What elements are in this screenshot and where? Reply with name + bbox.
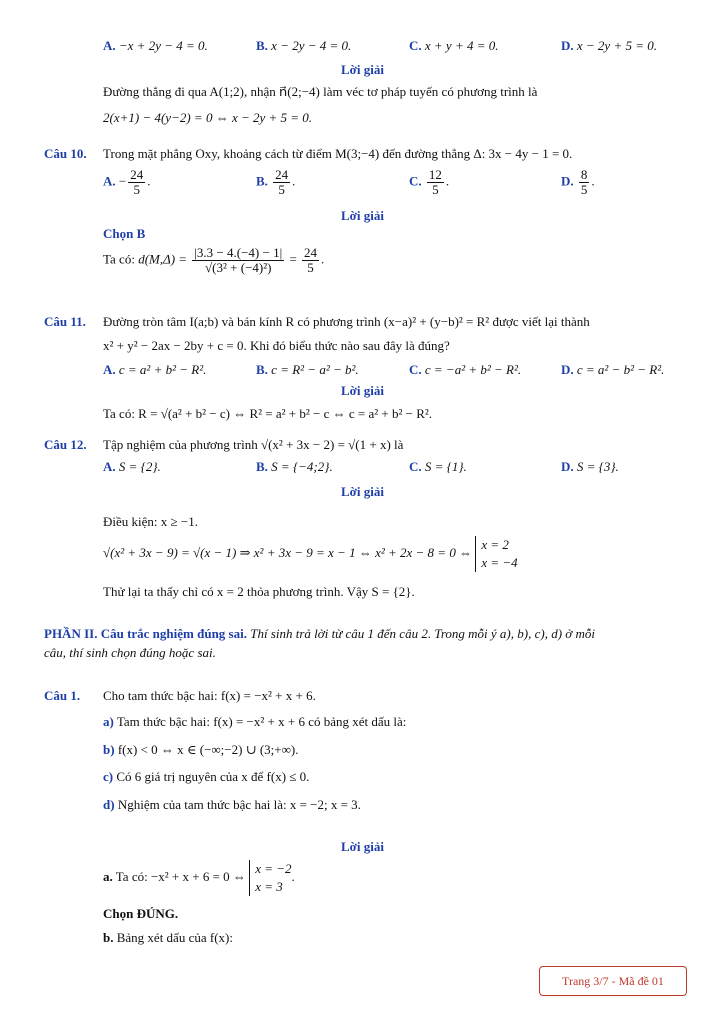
fraction-denominator: 5	[307, 260, 314, 275]
solution-heading: Lời giải	[341, 484, 384, 499]
statement-letter: d)	[103, 797, 115, 812]
option-letter: B.	[256, 362, 268, 377]
q11-option-a	[103, 362, 206, 378]
part2-title: PHẦN II. Câu trắc nghiệm đúng sai.	[44, 626, 247, 641]
root-1: x = 2	[481, 537, 509, 552]
statement-letter: a)	[103, 714, 114, 729]
option-fraction	[579, 168, 590, 197]
option-text: S = {−4;2}.	[271, 459, 333, 474]
question-stem: Tập nghiệm của phương trình √(x² + 3x − 2) = √(1 + x) là	[103, 437, 404, 452]
q9-option-b	[256, 38, 351, 54]
option-fraction	[427, 168, 444, 197]
fraction-numerator: 8	[580, 167, 588, 182]
part2-description-line-2: câu, thí sinh chọn đúng hoặc sai.	[44, 645, 216, 660]
solution-text: Bảng xét dấu của f(x):	[116, 930, 233, 945]
solution-heading: Lời giải	[341, 208, 384, 223]
taco-label: Ta có:	[103, 251, 135, 267]
q10-option-b	[256, 168, 295, 197]
option-letter: B.	[256, 38, 268, 53]
option-fraction	[128, 168, 145, 197]
q9-option-d	[561, 38, 657, 54]
q11-option-b	[256, 362, 359, 378]
option-text: c = a² + b² − R².	[118, 362, 207, 377]
question-label: Câu 12.	[44, 437, 87, 452]
question-stem-line-2: x² + y² − 2ax − 2by + c = 0. Khi đó biểu thức nào sau đây là đúng?	[103, 338, 450, 353]
statement-b	[103, 742, 298, 758]
option-sign: −	[118, 173, 127, 189]
option-text: c = −a² + b² − R².	[424, 362, 522, 377]
option-text: c = a² − b² − R².	[576, 362, 665, 377]
option-text: c = R² − a² − b².	[271, 362, 359, 377]
fraction-numerator: 24	[304, 245, 318, 260]
solution-heading: Lời giải	[341, 383, 384, 398]
fraction-numerator: 24	[130, 167, 144, 182]
question-label: Câu 1.	[44, 688, 81, 703]
option-letter: A.	[103, 459, 116, 474]
option-text: S = {2}.	[118, 459, 161, 474]
q9-solution-line-2: 2(x+1) − 4(y−2) = 0 ⇔ x − 2y + 5 = 0.	[103, 110, 313, 125]
q12-condition: Điều kiện: x ≥ −1.	[103, 514, 198, 529]
statement-text: Nghiệm của tam thức bậc hai là: x = −2; x = 3.	[117, 797, 361, 812]
q11-option-c	[409, 362, 521, 378]
fraction-denominator: 5	[580, 182, 588, 197]
q11-option-d	[561, 362, 664, 378]
q9-option-c	[409, 38, 499, 54]
option-letter: A.	[103, 362, 116, 377]
option-letter: B.	[256, 459, 268, 474]
option-letter: D.	[561, 38, 574, 53]
option-fraction	[273, 168, 290, 197]
question-stem: Trong mặt phẳng Oxy, khoảng cách từ điểm M(3;−4) đến đường thẳng Δ: 3x − 4y − 1 = 0.	[103, 146, 573, 161]
option-letter: D.	[561, 459, 574, 474]
q10-solution-formula	[103, 246, 324, 275]
root-2: x = 3	[255, 879, 283, 894]
solution-a	[103, 860, 295, 896]
option-text: x − 2y − 4 = 0.	[271, 38, 352, 53]
option-letter: A.	[103, 38, 116, 53]
option-letter: C.	[409, 38, 422, 53]
option-letter: B.	[256, 173, 268, 189]
page-footer: Trang 3/7 - Mã đề 01	[539, 966, 687, 996]
fraction-denominator: 5	[432, 182, 439, 197]
q12-option-b	[256, 459, 333, 475]
equals-sign: =	[289, 251, 297, 267]
root-2: x = −4	[481, 555, 518, 570]
statement-text: Có 6 giá trị nguyên của x để f(x) ≤ 0.	[116, 769, 310, 784]
option-end: .	[445, 173, 450, 189]
option-letter: D.	[561, 362, 574, 377]
option-letter: D.	[561, 173, 574, 189]
solution-text: Ta có: −x² + x + 6 = 0 ⇔	[115, 868, 246, 884]
question-label: Câu 10.	[44, 146, 87, 161]
option-letter: C.	[409, 459, 422, 474]
q12-equation	[103, 536, 518, 572]
q9-solution-line-1: Đường thẳng đi qua A(1;2), nhận n⃗(2;−4) làm véc tơ pháp tuyến có phương trình là	[103, 84, 538, 99]
option-letter: C.	[409, 362, 422, 377]
question-stem: Cho tam thức bậc hai: f(x) = −x² + x + 6.	[103, 688, 316, 703]
option-text: S = {3}.	[576, 459, 619, 474]
option-end: .	[591, 173, 595, 189]
statement-a	[103, 714, 406, 730]
q10-option-c	[409, 168, 449, 197]
solution-letter: a.	[103, 868, 113, 884]
fraction-denominator: √(3² + (−4)²)	[205, 260, 272, 275]
option-letter: C.	[409, 173, 422, 189]
fraction-denominator: 5	[133, 182, 140, 197]
statement-c	[103, 769, 309, 785]
option-text: x + y + 4 = 0.	[424, 38, 499, 53]
statement-letter: c)	[103, 769, 114, 784]
part2-header	[44, 626, 595, 642]
option-text: −x + 2y − 4 = 0.	[118, 38, 208, 53]
option-text: S = {1}.	[424, 459, 467, 474]
statement-text: f(x) < 0 ⇔ x ∈ (−∞;−2) ∪ (3;+∞).	[117, 742, 299, 757]
solution-a-verdict: Chọn ĐÚNG.	[103, 906, 179, 921]
option-end: .	[147, 173, 151, 189]
solution-heading: Lời giải	[341, 62, 384, 77]
option-text: x − 2y + 5 = 0.	[576, 38, 657, 53]
result-fraction	[302, 246, 319, 275]
formula-lhs: d(M,Δ) =	[138, 251, 188, 267]
fraction-numerator: 24	[275, 167, 289, 182]
q11-solution: Ta có: R = √(a² + b² − c) ⇔ R² = a² + b² − c ⇔ c = a² + b² − R².	[103, 406, 433, 421]
root-1: x = −2	[255, 861, 292, 876]
equation-chain: √(x² + 3x − 9) = √(x − 1) ⇒ x² + 3x − 9 = x − 1 ⇔ x² + 2x − 8 = 0 ⇔	[103, 544, 473, 560]
solution-bracket	[249, 860, 291, 896]
q9-option-a	[103, 38, 208, 54]
q12-option-a	[103, 459, 161, 475]
fraction-numerator: 12	[428, 167, 442, 182]
solution-bracket	[475, 536, 517, 572]
option-letter: A.	[103, 173, 116, 189]
distance-fraction	[192, 246, 284, 275]
solution-letter: b.	[103, 930, 114, 945]
question-stem-line-1: Đường tròn tâm I(a;b) và bán kính R có phương trình (x−a)² + (y−b)² = R² được viết lại thành	[103, 314, 590, 329]
solution-b	[103, 930, 233, 946]
answer-choice: Chọn B	[103, 226, 146, 241]
question-label: Câu 11.	[44, 314, 86, 329]
q12-option-c	[409, 459, 467, 475]
q12-check: Thử lại ta thấy chỉ có x = 2 thỏa phương trình. Vậy S = {2}.	[103, 584, 415, 599]
statement-text: Tam thức bậc hai: f(x) = −x² + x + 6 có bảng xét dấu là:	[116, 714, 407, 729]
formula-end: .	[321, 251, 325, 267]
option-end: .	[292, 173, 296, 189]
fraction-denominator: 5	[278, 182, 285, 197]
solution-heading: Lời giải	[341, 839, 384, 854]
statement-letter: b)	[103, 742, 115, 757]
solution-end: .	[291, 868, 295, 884]
fraction-numerator: |3.3 − 4.(−4) − 1|	[194, 245, 283, 260]
statement-d	[103, 797, 361, 813]
q12-option-d	[561, 459, 619, 475]
q10-option-a	[103, 168, 150, 197]
part2-description: Thí sinh trả lời từ câu 1 đến câu 2. Trong mỗi ý a), b), c), d) ở mỗi	[246, 626, 595, 641]
q10-option-d	[561, 168, 595, 197]
